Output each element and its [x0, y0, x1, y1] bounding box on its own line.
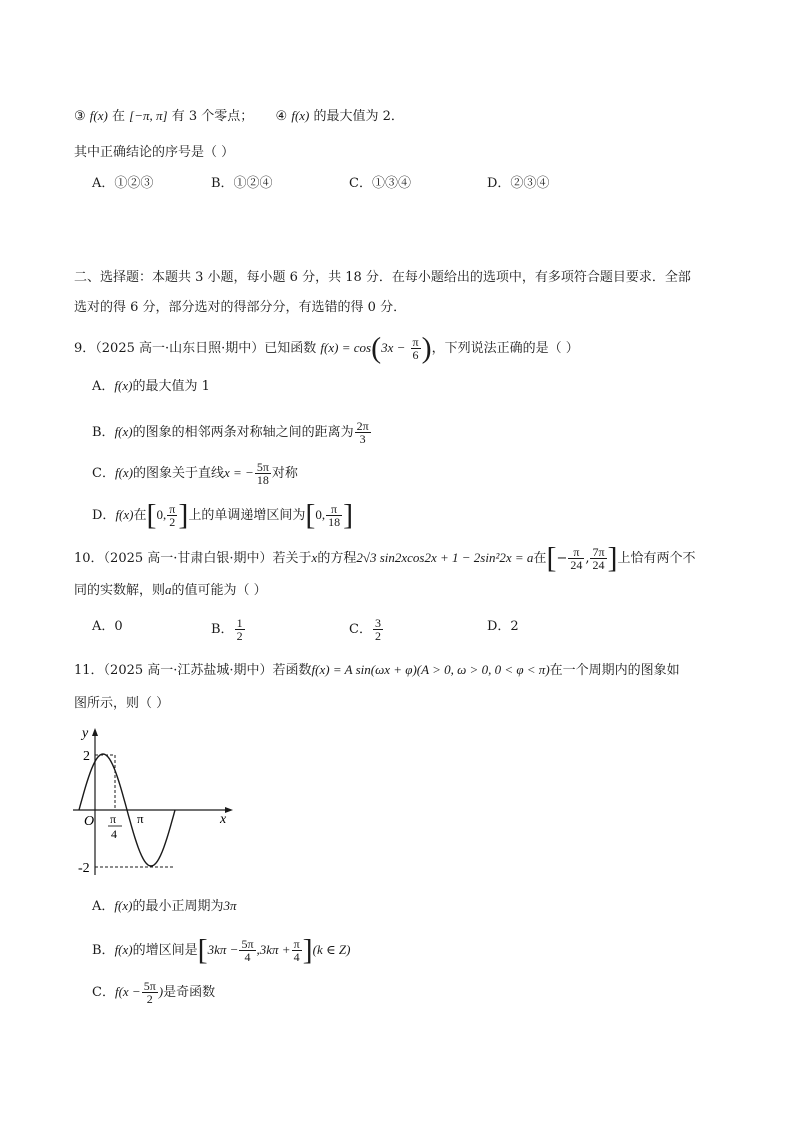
frac-num: π	[169, 502, 176, 516]
frac-num: 2π	[356, 419, 369, 433]
frac-den: 4	[293, 950, 300, 964]
fx-expr: f(x)	[114, 424, 133, 439]
zero: 0,	[315, 507, 326, 522]
bracket-right: ]	[607, 541, 618, 575]
var-x: x	[311, 550, 318, 565]
frac-5pi-2	[142, 980, 158, 1005]
q11-stem	[74, 660, 680, 681]
q11-prefix: 11．（2025 高一·江苏盐城·期中）若函数	[74, 663, 312, 678]
q9-func-head: f(x) = cos	[320, 340, 372, 355]
q10-tail: 上恰有两个不	[617, 551, 696, 566]
fx-expr: f(x)	[114, 465, 133, 480]
frac-num: 7π	[592, 545, 605, 559]
bracket-left: [	[197, 933, 208, 967]
frac-den: 18	[256, 473, 269, 487]
q11-stem-line2: 图所示，则（ ）	[74, 696, 170, 711]
q10-prefix: 10．（2025 高一·甘肃白银·期中）若关于	[74, 551, 312, 566]
fx-expr: f(x)	[114, 378, 133, 393]
option-text: 在	[133, 508, 147, 523]
q10-option-b[interactable]	[211, 617, 246, 642]
option-text: 的增区间是	[132, 943, 198, 958]
x-label: x	[220, 812, 227, 827]
q10-stem: 10．（2025 高一·甘肃白银·期中）若关于x的方程2√3 sin2xcos2x + 1 − 2sin²2x = a在[− $\frac{\pi}{24}$ , $\frac{7\pi}{24}$ ]上恰有两个不	[74, 541, 696, 575]
option-letter: C．	[92, 466, 115, 481]
statement-3-4	[74, 106, 404, 127]
frac-den: 24	[592, 558, 605, 572]
frac-pi-2	[167, 503, 177, 528]
paren-right: )	[421, 331, 432, 365]
fx-expr: f(x)	[114, 942, 133, 957]
zero: 0,	[156, 507, 167, 522]
shifted-f: f(x −	[114, 984, 141, 999]
frac-pi-4	[292, 938, 302, 963]
option-letter: D．	[92, 508, 116, 523]
frac-num: 3	[374, 616, 381, 630]
fx-expr: f(x)	[291, 108, 310, 123]
frac-den: 2	[169, 515, 176, 529]
intro-option-b[interactable]: B．①②④	[211, 176, 273, 191]
q10-line2: 同的实数解，则	[74, 583, 166, 598]
frac-num: π	[412, 335, 419, 349]
frac-den: 2	[236, 629, 243, 643]
option-text: 是奇函数	[163, 985, 216, 1000]
item-3-mark: ③	[74, 109, 86, 124]
q10-option-c[interactable]	[349, 617, 384, 642]
q9-option-a[interactable]	[92, 376, 210, 397]
pi-label: π	[137, 811, 144, 826]
intro-option-d[interactable]: D．②③④	[487, 176, 550, 191]
option-letter: C．	[349, 622, 372, 637]
bracket-left: [	[546, 541, 557, 575]
q9-tail: ，下列说法正确的是（ ）	[431, 341, 579, 356]
q11-option-a[interactable]	[92, 896, 236, 917]
frac-3-2	[373, 617, 383, 642]
q9-option-c[interactable]	[92, 461, 298, 486]
q11-func: f(x) = A sin(ωx + φ)(A > 0, ω > 0, 0 < φ < π)	[311, 662, 550, 677]
q10-stem-line2	[74, 580, 267, 601]
q9-option-b[interactable]	[92, 420, 372, 445]
frac-den: 2	[374, 629, 381, 643]
period-value: 3π	[223, 898, 237, 913]
option-tail: 对称	[271, 466, 298, 481]
frac-2pi-3	[355, 420, 371, 445]
line-x-eq: x = −	[224, 465, 254, 480]
q9-pi-over-6	[411, 336, 421, 361]
intro-option-c[interactable]: C．①③④	[349, 176, 411, 191]
option-letter: B．	[211, 622, 234, 637]
fx-expr: f(x)	[115, 507, 134, 522]
option-text: 的图象关于直线	[133, 466, 225, 481]
item-4-mark: ④	[275, 109, 288, 124]
frac-num: 5π	[256, 460, 269, 474]
frac-1-2	[235, 617, 245, 642]
q10-line2-tail: 的值可能为（ ）	[171, 583, 267, 598]
frac-den: 3	[359, 432, 366, 446]
fx-expr: f(x)	[89, 108, 108, 123]
frac-pi-24	[568, 546, 584, 571]
bracket-left: [	[146, 498, 157, 532]
y-axis-arrow	[92, 728, 98, 736]
option-text: 的最小正周期为	[132, 899, 224, 914]
item-3-tail: 有 3 个零点；	[171, 109, 254, 124]
q10-option-a[interactable]: A．0	[92, 619, 123, 634]
frac-den: 4	[244, 950, 251, 964]
frac-num: π	[293, 937, 300, 951]
section-2-heading-line1: 二、选择题：本题共 3 小题，每小题 6 分，共 18 分．在每小题给出的选项中，有多项符合题目要求．全部	[74, 270, 691, 285]
bracket-right: ]	[178, 498, 189, 532]
y-label: y	[82, 726, 89, 741]
frac-den: 2	[146, 992, 153, 1006]
q9-option-d[interactable]	[92, 498, 354, 532]
frac-num: 5π	[143, 979, 156, 993]
quarter-den: 4	[111, 827, 117, 841]
k-condition: (k ∈ Z)	[312, 942, 351, 957]
option-text: 的最大值为 1	[132, 379, 210, 394]
interval-left: 3kπ −	[207, 942, 239, 957]
section-2-heading-line2: 选对的得 6 分，部分选对的得部分分，有选错的得 0 分．	[74, 300, 407, 315]
frac-den: 18	[328, 515, 341, 529]
intro-option-a[interactable]: A．①②③	[92, 176, 154, 191]
bracket-right: ]	[302, 933, 313, 967]
frac-7pi-24	[590, 546, 606, 571]
quarter-num: π	[110, 812, 117, 826]
origin-label: O	[84, 814, 95, 829]
fx-expr: f(x)	[114, 898, 133, 913]
frac-den: 6	[412, 348, 419, 362]
frac-num: π	[568, 546, 584, 559]
frac-den: 24	[570, 558, 583, 572]
frac-num: 1	[236, 616, 243, 630]
q9-arg: 3x −	[381, 340, 406, 355]
interval-right: ,3kπ +	[256, 942, 291, 957]
y-max-label: 2	[83, 749, 90, 764]
q10-equation: 2√3 sin2xcos2x + 1 − 2sin²2x = a	[356, 550, 534, 565]
option-letter: B．	[92, 425, 115, 440]
q9-prefix: 9．（2025 高一·山东日照·期中）已知函数	[74, 341, 317, 356]
q10-mid: 的方程	[317, 551, 357, 566]
q9-stem	[74, 331, 579, 365]
q10-option-d[interactable]: D．2	[487, 619, 519, 634]
q11-sine-graph	[70, 725, 240, 885]
option-letter: B．	[92, 943, 115, 958]
option-text: 上的单调递增区间为	[188, 508, 306, 523]
q11-option-c[interactable]	[92, 980, 215, 1005]
item-3-cond: 在	[111, 109, 125, 124]
y-min-label: -2	[78, 861, 90, 876]
item-3-interval: [−π, π]	[129, 108, 168, 123]
frac-num: 5π	[241, 937, 254, 951]
paren-close: )	[158, 984, 164, 999]
option-letter: C．	[92, 985, 115, 1000]
option-letter: A．	[92, 899, 115, 914]
bracket-right: ]	[343, 498, 354, 532]
frac-5pi-18	[255, 461, 271, 486]
item-4-tail: 的最大值为 2．	[313, 109, 404, 124]
frac-pi-18	[326, 503, 342, 528]
q11-option-b[interactable]	[92, 933, 351, 967]
bracket-left: [	[305, 498, 316, 532]
q11-tail: 在一个周期内的图象如	[549, 663, 680, 678]
option-letter: A．	[92, 379, 115, 394]
q10-in: 在	[533, 551, 547, 566]
frac-num: π	[326, 503, 342, 516]
paren-left: (	[371, 331, 382, 365]
var-a: a	[165, 582, 172, 597]
question-prompt: 其中正确结论的序号是（ ）	[74, 145, 235, 160]
frac-5pi-4	[239, 938, 255, 963]
option-text: 的图象的相邻两条对称轴之间的距离为	[132, 425, 354, 440]
